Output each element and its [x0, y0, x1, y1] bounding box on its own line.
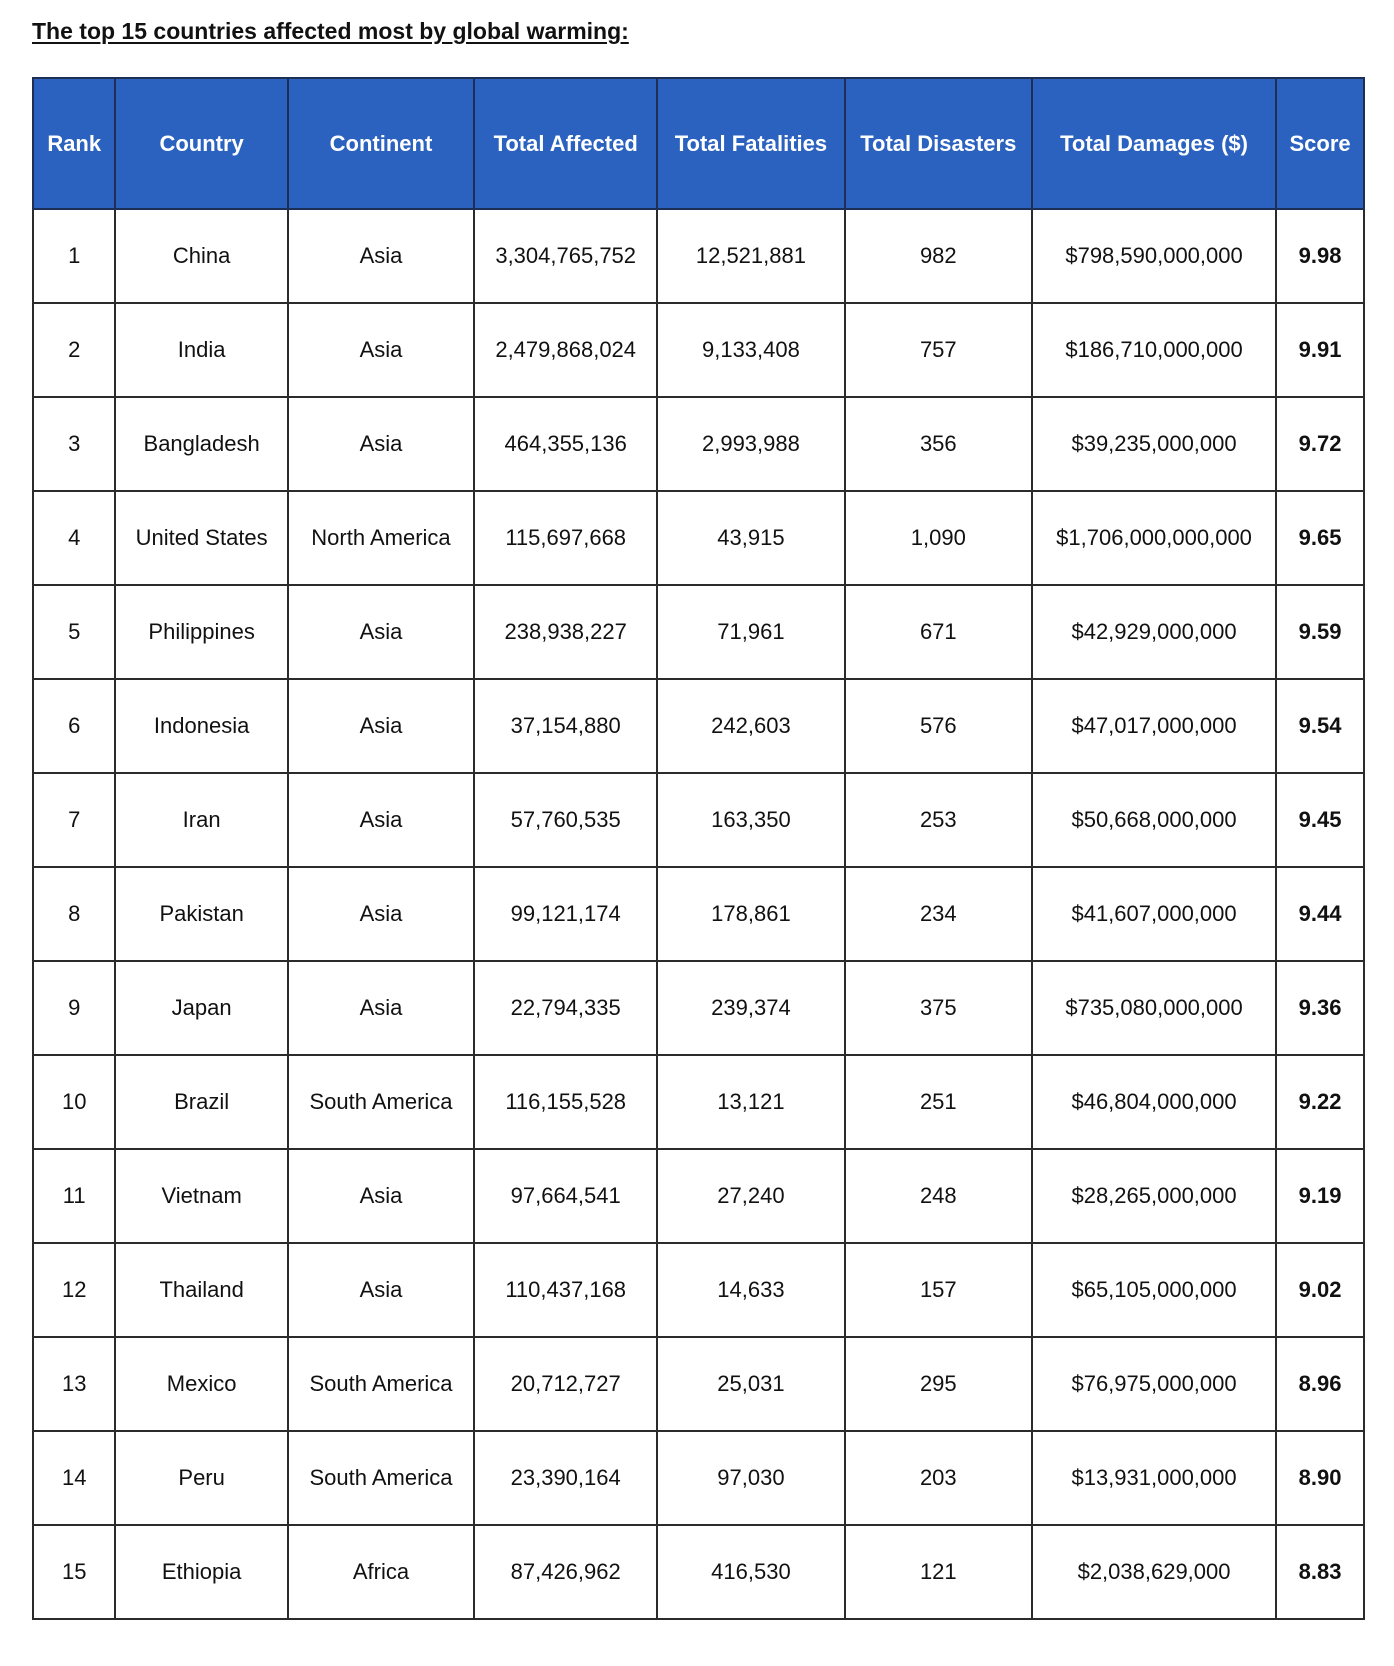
cell-rank: 11: [33, 1149, 115, 1243]
cell-total-fatalities: 12,521,881: [657, 209, 844, 303]
cell-total-fatalities: 416,530: [657, 1525, 844, 1619]
cell-total-damages: $735,080,000,000: [1032, 961, 1276, 1055]
cell-score: 9.91: [1276, 303, 1364, 397]
cell-continent: Asia: [288, 397, 474, 491]
cell-rank: 8: [33, 867, 115, 961]
cell-total-damages: $2,038,629,000: [1032, 1525, 1276, 1619]
cell-total-affected: 464,355,136: [474, 397, 657, 491]
cell-continent: Asia: [288, 773, 474, 867]
cell-rank: 15: [33, 1525, 115, 1619]
table-row: [33, 209, 1364, 303]
header-score: Score: [1276, 78, 1364, 209]
cell-country: Japan: [115, 961, 287, 1055]
cell-total-fatalities: 97,030: [657, 1431, 844, 1525]
cell-total-fatalities: 27,240: [657, 1149, 844, 1243]
cell-total-affected: 116,155,528: [474, 1055, 657, 1149]
cell-total-affected: 97,664,541: [474, 1149, 657, 1243]
table-row: [33, 773, 1364, 867]
cell-total-affected: 87,426,962: [474, 1525, 657, 1619]
header-continent: Continent: [288, 78, 474, 209]
cell-total-damages: $28,265,000,000: [1032, 1149, 1276, 1243]
cell-total-affected: 22,794,335: [474, 961, 657, 1055]
cell-score: 9.59: [1276, 585, 1364, 679]
cell-score: 9.45: [1276, 773, 1364, 867]
cell-total-disasters: 295: [845, 1337, 1032, 1431]
cell-rank: 6: [33, 679, 115, 773]
cell-country: Iran: [115, 773, 287, 867]
cell-score: 9.54: [1276, 679, 1364, 773]
table-row: [33, 491, 1364, 585]
cell-total-fatalities: 13,121: [657, 1055, 844, 1149]
cell-total-disasters: 375: [845, 961, 1032, 1055]
cell-total-fatalities: 14,633: [657, 1243, 844, 1337]
table-row: [33, 585, 1364, 679]
cell-score: 9.98: [1276, 209, 1364, 303]
header-country: Country: [115, 78, 287, 209]
cell-continent: Africa: [288, 1525, 474, 1619]
cell-continent: Asia: [288, 1243, 474, 1337]
cell-rank: 9: [33, 961, 115, 1055]
cell-rank: 14: [33, 1431, 115, 1525]
cell-continent: South America: [288, 1337, 474, 1431]
countries-table: [32, 77, 1365, 1620]
cell-score: 8.96: [1276, 1337, 1364, 1431]
cell-total-damages: $41,607,000,000: [1032, 867, 1276, 961]
cell-total-damages: $76,975,000,000: [1032, 1337, 1276, 1431]
cell-total-damages: $798,590,000,000: [1032, 209, 1276, 303]
cell-continent: Asia: [288, 1149, 474, 1243]
cell-total-disasters: 253: [845, 773, 1032, 867]
table-row: [33, 397, 1364, 491]
cell-country: Mexico: [115, 1337, 287, 1431]
cell-country: Peru: [115, 1431, 287, 1525]
cell-score: 9.36: [1276, 961, 1364, 1055]
cell-country: China: [115, 209, 287, 303]
cell-rank: 12: [33, 1243, 115, 1337]
cell-country: Philippines: [115, 585, 287, 679]
cell-total-damages: $42,929,000,000: [1032, 585, 1276, 679]
cell-score: 9.65: [1276, 491, 1364, 585]
cell-total-affected: 23,390,164: [474, 1431, 657, 1525]
table-header-row: [33, 78, 1364, 209]
cell-score: 8.90: [1276, 1431, 1364, 1525]
cell-score: 8.83: [1276, 1525, 1364, 1619]
cell-total-damages: $65,105,000,000: [1032, 1243, 1276, 1337]
cell-total-disasters: 121: [845, 1525, 1032, 1619]
cell-rank: 1: [33, 209, 115, 303]
header-total-fatalities: Total Fatalities: [657, 78, 844, 209]
cell-country: Vietnam: [115, 1149, 287, 1243]
cell-total-affected: 20,712,727: [474, 1337, 657, 1431]
header-rank: Rank: [33, 78, 115, 209]
cell-rank: 2: [33, 303, 115, 397]
cell-total-damages: $186,710,000,000: [1032, 303, 1276, 397]
cell-total-damages: $1,706,000,000,000: [1032, 491, 1276, 585]
cell-total-affected: 238,938,227: [474, 585, 657, 679]
table-row: [33, 303, 1364, 397]
page-title: The top 15 countries affected most by global warming:: [32, 18, 629, 44]
cell-total-fatalities: 71,961: [657, 585, 844, 679]
cell-total-damages: $50,668,000,000: [1032, 773, 1276, 867]
cell-total-damages: $39,235,000,000: [1032, 397, 1276, 491]
cell-total-disasters: 157: [845, 1243, 1032, 1337]
cell-rank: 5: [33, 585, 115, 679]
table-row: [33, 961, 1364, 1055]
table-row: [33, 1149, 1364, 1243]
cell-total-disasters: 982: [845, 209, 1032, 303]
cell-continent: South America: [288, 1055, 474, 1149]
cell-rank: 7: [33, 773, 115, 867]
cell-rank: 10: [33, 1055, 115, 1149]
cell-score: 9.19: [1276, 1149, 1364, 1243]
cell-total-damages: $47,017,000,000: [1032, 679, 1276, 773]
cell-country: Pakistan: [115, 867, 287, 961]
cell-country: United States: [115, 491, 287, 585]
cell-continent: Asia: [288, 303, 474, 397]
table-row: [33, 1055, 1364, 1149]
cell-total-fatalities: 2,993,988: [657, 397, 844, 491]
cell-total-affected: 99,121,174: [474, 867, 657, 961]
cell-country: Ethiopia: [115, 1525, 287, 1619]
cell-continent: Asia: [288, 679, 474, 773]
cell-total-fatalities: 163,350: [657, 773, 844, 867]
table-row: [33, 679, 1364, 773]
cell-continent: Asia: [288, 585, 474, 679]
table-body: [33, 209, 1364, 1619]
cell-total-disasters: 1,090: [845, 491, 1032, 585]
cell-total-disasters: 576: [845, 679, 1032, 773]
cell-rank: 3: [33, 397, 115, 491]
cell-total-disasters: 248: [845, 1149, 1032, 1243]
header-total-disasters: Total Disasters: [845, 78, 1032, 209]
table-row: [33, 1525, 1364, 1619]
cell-total-fatalities: 25,031: [657, 1337, 844, 1431]
cell-total-affected: 2,479,868,024: [474, 303, 657, 397]
cell-total-disasters: 757: [845, 303, 1032, 397]
cell-total-disasters: 356: [845, 397, 1032, 491]
cell-country: Thailand: [115, 1243, 287, 1337]
cell-total-fatalities: 242,603: [657, 679, 844, 773]
header-total-damages: Total Damages ($): [1032, 78, 1276, 209]
cell-total-affected: 37,154,880: [474, 679, 657, 773]
cell-continent: Asia: [288, 867, 474, 961]
cell-country: Brazil: [115, 1055, 287, 1149]
cell-rank: 4: [33, 491, 115, 585]
table-row: [33, 1243, 1364, 1337]
cell-continent: Asia: [288, 209, 474, 303]
cell-total-disasters: 203: [845, 1431, 1032, 1525]
cell-total-fatalities: 239,374: [657, 961, 844, 1055]
cell-total-affected: 3,304,765,752: [474, 209, 657, 303]
table-row: [33, 867, 1364, 961]
cell-country: Indonesia: [115, 679, 287, 773]
table-row: [33, 1431, 1364, 1525]
cell-total-damages: $46,804,000,000: [1032, 1055, 1276, 1149]
cell-total-disasters: 251: [845, 1055, 1032, 1149]
header-total-affected: Total Affected: [474, 78, 657, 209]
cell-total-disasters: 234: [845, 867, 1032, 961]
cell-score: 9.72: [1276, 397, 1364, 491]
table-row: [33, 1337, 1364, 1431]
cell-total-fatalities: 43,915: [657, 491, 844, 585]
cell-continent: Asia: [288, 961, 474, 1055]
cell-score: 9.02: [1276, 1243, 1364, 1337]
cell-country: Bangladesh: [115, 397, 287, 491]
cell-total-fatalities: 9,133,408: [657, 303, 844, 397]
cell-total-disasters: 671: [845, 585, 1032, 679]
cell-total-affected: 57,760,535: [474, 773, 657, 867]
cell-continent: North America: [288, 491, 474, 585]
cell-rank: 13: [33, 1337, 115, 1431]
cell-total-affected: 110,437,168: [474, 1243, 657, 1337]
cell-country: India: [115, 303, 287, 397]
cell-total-fatalities: 178,861: [657, 867, 844, 961]
cell-total-damages: $13,931,000,000: [1032, 1431, 1276, 1525]
cell-score: 9.44: [1276, 867, 1364, 961]
cell-continent: South America: [288, 1431, 474, 1525]
cell-score: 9.22: [1276, 1055, 1364, 1149]
cell-total-affected: 115,697,668: [474, 491, 657, 585]
